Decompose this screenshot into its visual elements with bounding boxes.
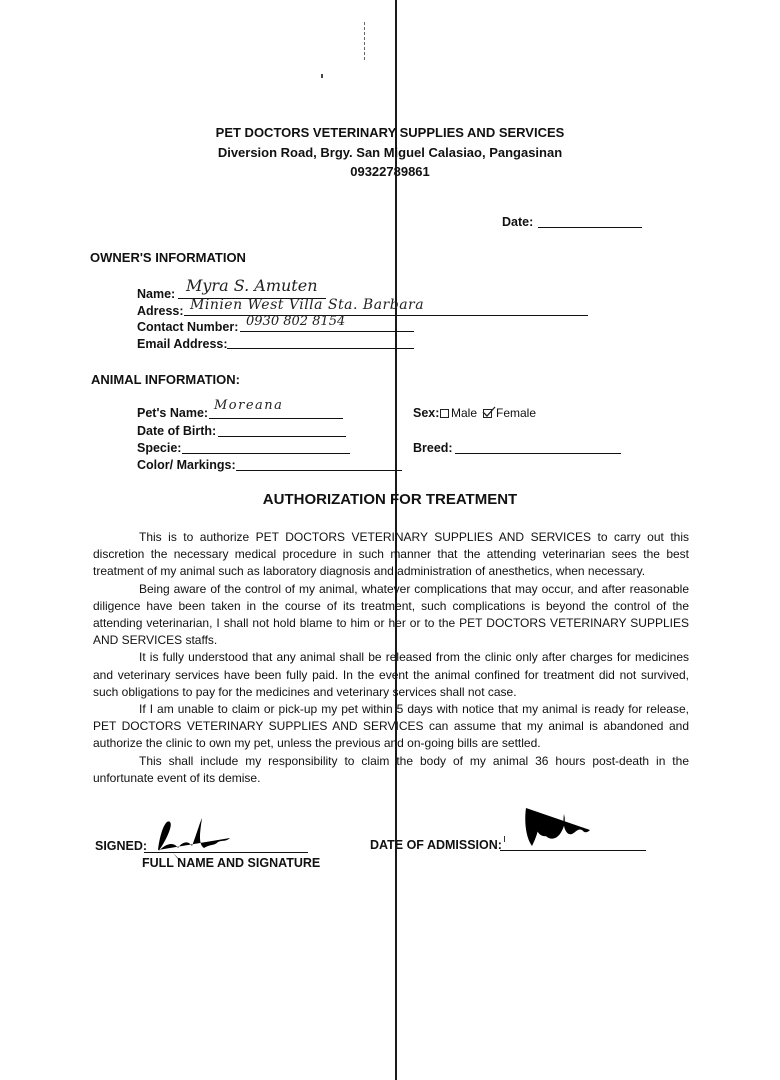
authorization-paragraph: It is fully understood that any animal shall be released from the clinic only after charges for medicines and veterinary services have been fully paid. In the event the animal confined for treatment did not survived, such obligations to pay for the medicines and veterinary services shall not case. <box>93 650 689 699</box>
animal-section-title: ANIMAL INFORMATION: <box>91 372 240 387</box>
check-mark-icon <box>482 406 496 418</box>
pet-name-value: Moreana <box>214 398 284 413</box>
email-address-label: Email Address: <box>137 337 228 351</box>
authorization-paragraph: This shall include my responsibility to claim the body of my animal 36 hours post-death in the unfortunate event of its demise. <box>93 753 689 785</box>
specie-label: Specie: <box>137 441 182 455</box>
authorization-paragraph: Being aware of the control of my animal, whatever complications that may occur, and after reasonable diligence have been taken in the course of its treatment, such complications is beyond the control of the attending veterinarian, I shall not hold blame to him or her or to the PET DOCTORS VETERINARY SUPPLIES AND SERVICES staffs. <box>93 581 689 648</box>
owner-name-value: Myra S. Amuten <box>186 276 318 295</box>
full-name-signature-label: FULL NAME AND SIGNATURE <box>142 856 321 870</box>
scan-mark <box>364 22 366 60</box>
breed-field[interactable] <box>455 453 621 454</box>
company-address: Diversion Road, Brgy. San Miguel Calasiao, Pangasinan <box>217 145 563 160</box>
color-markings-field[interactable] <box>236 470 402 471</box>
authorization-paragraph: This is to authorize PET DOCTORS VETERINARY SUPPLIES AND SERVICES to carry out this discretion the necessary medical procedure in such manner that the attending veterinarian sees the best treatment of my animal such as laboratory diagnosis and administration of anesthetics, when necessary. <box>93 530 689 579</box>
owner-address-value: Minien West Villa Sta. Barbara <box>190 297 425 313</box>
owner-name-label: Name: <box>137 287 176 301</box>
dob-field[interactable] <box>218 436 346 437</box>
sex-female-label: Female <box>496 406 537 420</box>
date-label: Date: <box>502 215 534 229</box>
signed-label: SIGNED: <box>95 839 148 853</box>
contact-number-value: 0930 802 8154 <box>246 314 346 329</box>
authorization-body <box>93 529 689 787</box>
owner-signature <box>148 812 238 864</box>
sex-male-checkbox[interactable] <box>440 409 449 418</box>
company-name: PET DOCTORS VETERINARY SUPPLIES AND SERVICES <box>215 125 565 140</box>
pet-name-field[interactable] <box>209 418 343 419</box>
owner-section-title: OWNER'S INFORMATION <box>90 250 246 265</box>
breed-label: Breed: <box>413 441 453 455</box>
authorization-paragraph: If I am unable to claim or pick-up my pet within 5 days with notice that my animal is ready for release, PET DOCTORS VETERINARY SUPPLIES AND SERVICES can assume that my animal is abandoned and authorize the clinic to own my pet, unless the previous and on-going bills are settled. <box>93 702 689 751</box>
dob-label: Date of Birth: <box>137 424 217 438</box>
specie-field[interactable] <box>182 453 350 454</box>
date-field[interactable] <box>538 227 642 228</box>
authorization-title: AUTHORIZATION FOR TREATMENT <box>262 491 518 508</box>
company-phone: 09322789861 <box>350 164 430 179</box>
contact-number-label: Contact Number: <box>137 320 239 334</box>
color-markings-label: Color/ Markings: <box>137 458 236 472</box>
scan-speck <box>321 74 323 78</box>
sex-label: Sex: <box>413 406 440 420</box>
sex-male-label: Male <box>451 406 478 420</box>
owner-address-label: Adress: <box>137 304 184 318</box>
contact-number-field[interactable] <box>240 331 414 332</box>
date-of-admission-label: DATE OF ADMISSION: <box>370 838 502 852</box>
pet-name-label: Pet's Name: <box>137 406 209 420</box>
admission-tick <box>504 836 505 842</box>
email-address-field[interactable] <box>227 348 414 349</box>
admission-signature <box>514 798 594 856</box>
owner-address-field[interactable] <box>184 315 588 316</box>
